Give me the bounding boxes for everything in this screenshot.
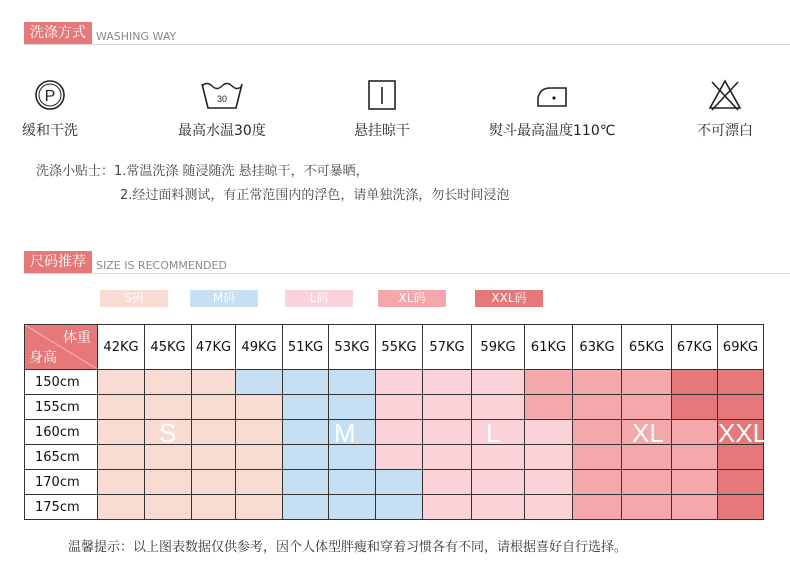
size-cell-l bbox=[423, 370, 472, 395]
weight-header-cell: 65KG bbox=[622, 325, 672, 370]
size-cell-m bbox=[329, 495, 376, 520]
size-subtitle: SIZE IS RECOMMENDED bbox=[96, 259, 227, 272]
size-cell-s bbox=[145, 395, 192, 420]
height-cell: 165cm bbox=[25, 445, 98, 470]
size-cell-s bbox=[236, 420, 283, 445]
size-cell-l bbox=[423, 445, 472, 470]
legend-m: M码 bbox=[190, 290, 258, 307]
height-cell: 155cm bbox=[25, 395, 98, 420]
weight-header-cell: 55KG bbox=[376, 325, 423, 370]
height-cell: 150cm bbox=[25, 370, 98, 395]
size-cell-l bbox=[423, 395, 472, 420]
washing-section-header bbox=[24, 22, 176, 44]
size-cell-m bbox=[329, 370, 376, 395]
size-cell-xxl bbox=[718, 470, 764, 495]
size-cell-s bbox=[98, 395, 145, 420]
size-cell-xl bbox=[672, 495, 718, 520]
size-cell-m bbox=[329, 470, 376, 495]
size-cell-s bbox=[192, 445, 236, 470]
no-bleach-icon bbox=[707, 78, 743, 112]
size-cell-xl bbox=[573, 495, 622, 520]
table-row bbox=[25, 470, 764, 495]
size-divider bbox=[24, 273, 790, 274]
size-cell-l bbox=[376, 445, 423, 470]
weight-header-cell: 57KG bbox=[423, 325, 472, 370]
size-cell-l bbox=[472, 495, 525, 520]
weight-header-cell: 67KG bbox=[672, 325, 718, 370]
weight-header-cell: 59KG bbox=[472, 325, 525, 370]
tips-line-1: 洗涤小贴士：1.常温洗涤 随浸随洗 悬挂晾干，不可暴晒， bbox=[36, 164, 369, 179]
corner-weight: 体重 bbox=[63, 330, 91, 346]
size-cell-xl bbox=[672, 445, 718, 470]
weight-header-cell: 47KG bbox=[192, 325, 236, 370]
gentle-wash-icon bbox=[33, 78, 67, 112]
weight-header-cell: 42KG bbox=[98, 325, 145, 370]
size-cell-l bbox=[525, 495, 573, 520]
table-row bbox=[25, 370, 764, 395]
size-cell-xl bbox=[622, 470, 672, 495]
size-cell-l bbox=[423, 420, 472, 445]
care-label-temp: 最高水温30度 bbox=[178, 123, 266, 139]
hang-dry-icon bbox=[366, 78, 398, 112]
size-section-header bbox=[24, 251, 227, 273]
size-cell-l bbox=[472, 470, 525, 495]
size-cell-l bbox=[376, 370, 423, 395]
size-cell-s bbox=[98, 370, 145, 395]
size-cell-xxl bbox=[718, 395, 764, 420]
washing-tag: 洗涤方式 bbox=[24, 22, 92, 44]
care-item-hang bbox=[354, 78, 410, 140]
height-cell: 160cm bbox=[25, 420, 98, 445]
weight-header-cell: 69KG bbox=[718, 325, 764, 370]
size-cell-xl bbox=[672, 470, 718, 495]
size-cell-xl bbox=[672, 420, 718, 445]
care-label-bleach: 不可漂白 bbox=[697, 123, 753, 139]
size-cell-m bbox=[283, 420, 329, 445]
legend-s: S码 bbox=[100, 290, 168, 307]
iron-icon bbox=[532, 78, 572, 112]
size-cell-l bbox=[376, 395, 423, 420]
corner-cell bbox=[25, 325, 98, 370]
size-cell-l bbox=[423, 495, 472, 520]
care-label-iron: 熨斗最高温度110℃ bbox=[489, 123, 616, 139]
size-cell-m bbox=[376, 495, 423, 520]
zone-label-xl: XL bbox=[632, 418, 664, 448]
size-cell-xl bbox=[573, 470, 622, 495]
table-row bbox=[25, 495, 764, 520]
size-cell-l bbox=[472, 370, 525, 395]
size-cell-m bbox=[329, 395, 376, 420]
size-cell-m bbox=[283, 445, 329, 470]
size-cell-s bbox=[98, 420, 145, 445]
care-item-bleach bbox=[697, 78, 753, 140]
size-cell-l bbox=[525, 470, 573, 495]
size-cell-l bbox=[525, 420, 573, 445]
size-cell-l bbox=[525, 445, 573, 470]
temp-text: 30 bbox=[216, 94, 227, 104]
size-cell-xxl bbox=[718, 495, 764, 520]
weight-header-cell: 51KG bbox=[283, 325, 329, 370]
size-cell-s bbox=[192, 370, 236, 395]
size-cell-s bbox=[145, 370, 192, 395]
zone-label-m: M bbox=[334, 418, 356, 448]
size-cell-xl bbox=[622, 395, 672, 420]
weight-header-cell: 53KG bbox=[329, 325, 376, 370]
washing-divider bbox=[24, 44, 790, 45]
care-label-hang: 悬挂晾干 bbox=[354, 123, 410, 139]
size-cell-xl bbox=[525, 370, 573, 395]
care-item-temp bbox=[178, 78, 266, 140]
weight-header-cell: 63KG bbox=[573, 325, 622, 370]
size-cell-m bbox=[283, 470, 329, 495]
size-cell-xl bbox=[573, 370, 622, 395]
svg-text:P: P bbox=[44, 88, 56, 105]
size-cell-s bbox=[145, 470, 192, 495]
size-cell-l bbox=[376, 420, 423, 445]
size-cell-s bbox=[236, 495, 283, 520]
size-cell-s bbox=[98, 495, 145, 520]
weight-header-cell: 45KG bbox=[145, 325, 192, 370]
zone-label-s: S bbox=[159, 418, 177, 448]
size-cell-s bbox=[98, 470, 145, 495]
height-cell: 175cm bbox=[25, 495, 98, 520]
height-cell: 170cm bbox=[25, 470, 98, 495]
bottom-note: 温馨提示：以上图表数据仅供参考，因个人体型胖瘦和穿着习惯各有不同，请根据喜好自行选择。 bbox=[68, 540, 628, 555]
weight-header-cell: 61KG bbox=[525, 325, 573, 370]
care-item-gentle bbox=[22, 78, 78, 140]
size-cell-s bbox=[98, 445, 145, 470]
size-cell-l bbox=[423, 470, 472, 495]
corner-height: 身高 bbox=[29, 350, 57, 366]
size-cell-s bbox=[192, 495, 236, 520]
size-cell-s bbox=[145, 495, 192, 520]
table-row bbox=[25, 395, 764, 420]
legend-xl: XL码 bbox=[378, 290, 446, 307]
size-cell-m bbox=[283, 370, 329, 395]
care-label-gentle: 缓和干洗 bbox=[22, 123, 78, 139]
legend-l: L码 bbox=[285, 290, 353, 307]
size-cell-s bbox=[236, 470, 283, 495]
size-cell-m bbox=[283, 495, 329, 520]
size-cell-m bbox=[236, 370, 283, 395]
washing-tips bbox=[36, 160, 509, 208]
wash-temp-icon bbox=[199, 78, 245, 112]
care-item-iron bbox=[489, 78, 615, 140]
size-cell-l bbox=[472, 395, 525, 420]
size-cell-s bbox=[236, 395, 283, 420]
size-cell-xl bbox=[622, 495, 672, 520]
size-cell-xl bbox=[573, 445, 622, 470]
legend-xxl: XXL码 bbox=[475, 290, 543, 307]
size-cell-xl bbox=[525, 395, 573, 420]
size-cell-xl bbox=[573, 420, 622, 445]
size-cell-m bbox=[283, 395, 329, 420]
zone-label-xxl: XXL bbox=[718, 418, 768, 448]
size-cell-xxl bbox=[672, 370, 718, 395]
size-cell-m bbox=[376, 470, 423, 495]
size-cell-s bbox=[192, 395, 236, 420]
tips-line-2: 2.经过面料测试，有正常范围内的浮色，请单独洗涤，勿长时间浸泡 bbox=[120, 188, 510, 203]
zone-label-l: L bbox=[486, 418, 501, 448]
weight-header-cell: 49KG bbox=[236, 325, 283, 370]
table-header-row bbox=[25, 325, 764, 370]
size-cell-xxl bbox=[718, 370, 764, 395]
size-cell-xl bbox=[573, 395, 622, 420]
washing-subtitle: WASHING WAY bbox=[96, 30, 177, 43]
size-cell-xl bbox=[622, 370, 672, 395]
size-cell-s bbox=[236, 445, 283, 470]
size-cell-s bbox=[192, 420, 236, 445]
size-tag: 尺码推荐 bbox=[24, 251, 92, 273]
size-cell-xxl bbox=[672, 395, 718, 420]
size-cell-s bbox=[192, 470, 236, 495]
